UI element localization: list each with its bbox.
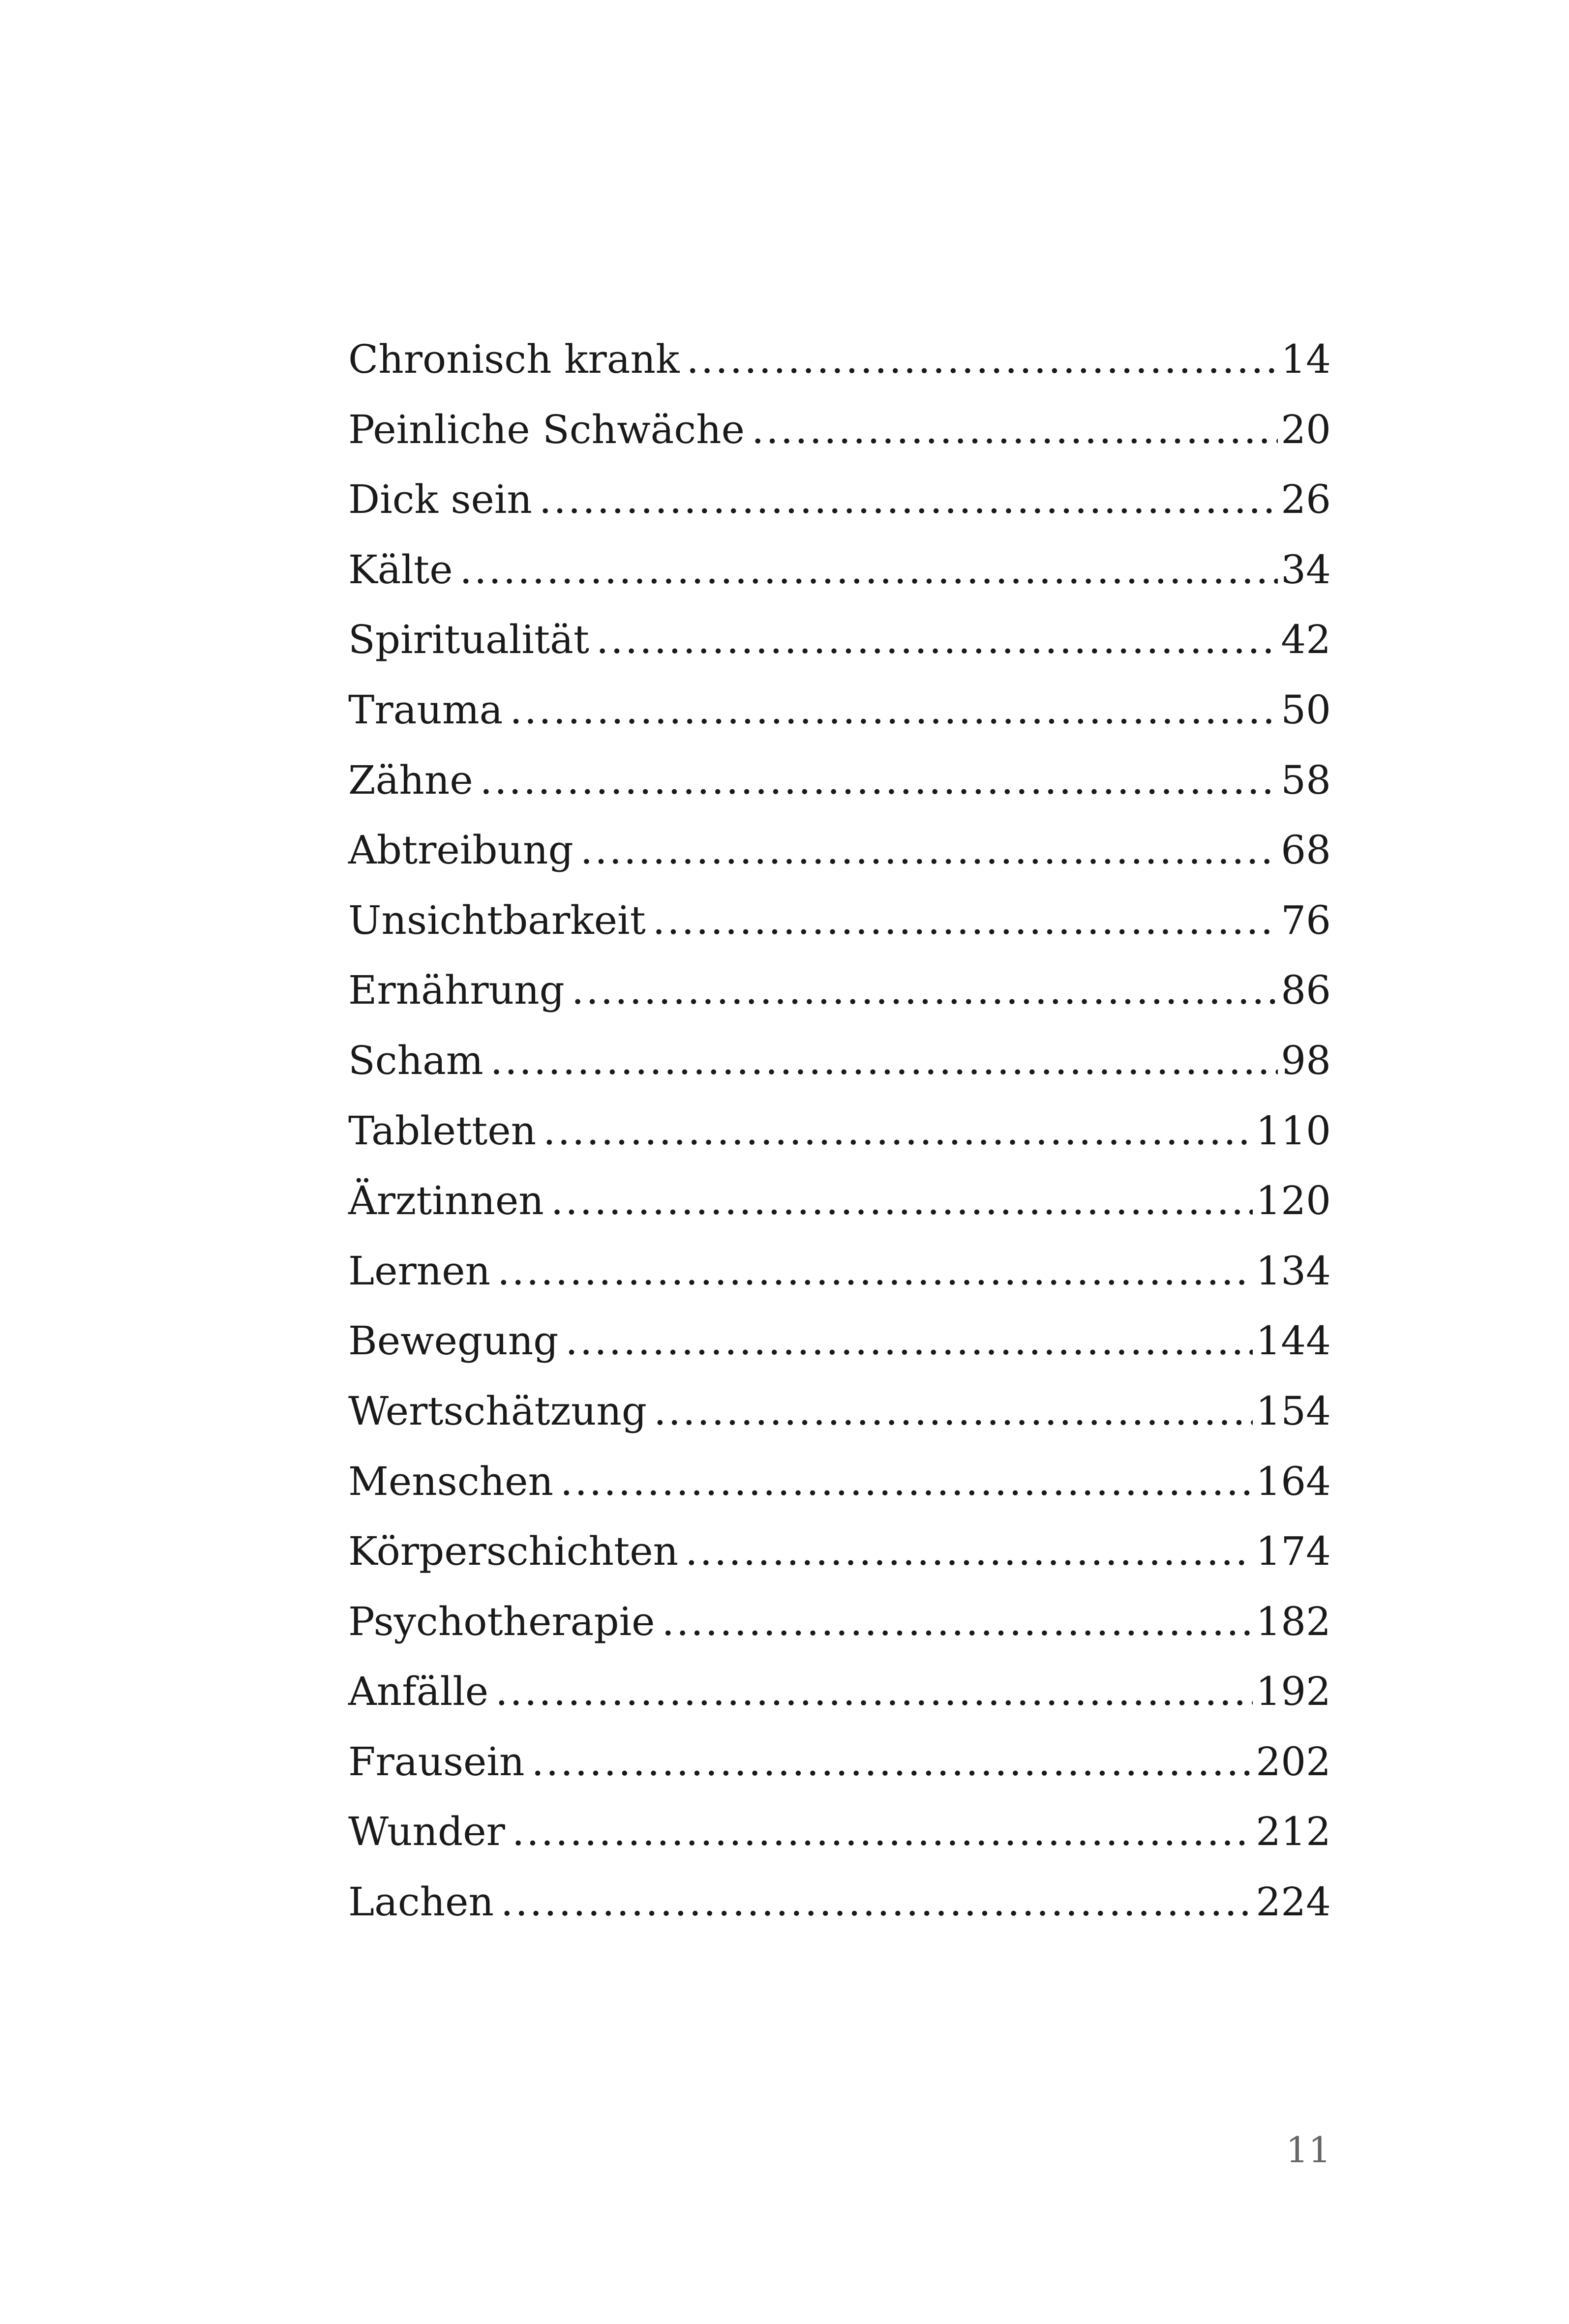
toc-entry (348, 1657, 1331, 1727)
dot-leader (480, 745, 1278, 816)
toc-entry-page: 68 (1281, 827, 1331, 873)
dot-leader (596, 605, 1278, 675)
table-of-contents (348, 325, 1331, 1937)
toc-entry (348, 1727, 1331, 1797)
toc-entry (348, 1166, 1331, 1236)
toc-entry (348, 886, 1331, 956)
toc-entry-page: 58 (1281, 757, 1331, 803)
dot-leader (531, 1727, 1253, 1797)
toc-entry-title: Frausein (348, 1738, 525, 1785)
toc-entry-page: 34 (1281, 546, 1331, 593)
toc-entry-title: Chronisch krank (348, 336, 680, 382)
toc-entry (348, 1026, 1331, 1096)
dot-leader (572, 955, 1278, 1026)
toc-entry (348, 745, 1331, 816)
toc-entry-title: Ernährung (348, 967, 565, 1013)
toc-entry-page: 42 (1281, 617, 1331, 663)
dot-leader (560, 1447, 1253, 1517)
dot-leader (685, 1517, 1253, 1587)
toc-entry-title: Abtreibung (348, 827, 573, 873)
dot-leader (495, 1657, 1253, 1727)
toc-entry (348, 1587, 1331, 1657)
toc-entry-page: 120 (1256, 1178, 1331, 1224)
toc-entry (348, 955, 1331, 1026)
dot-leader (501, 1867, 1253, 1937)
toc-entry-page: 110 (1256, 1107, 1331, 1154)
toc-entry-title: Spiritualität (348, 617, 589, 663)
toc-entry-page: 202 (1256, 1738, 1331, 1785)
dot-leader (580, 815, 1278, 886)
toc-entry-page: 164 (1256, 1458, 1331, 1504)
toc-entry-title: Psychotherapie (348, 1598, 655, 1644)
toc-entry-page: 14 (1281, 336, 1331, 382)
toc-entry-page: 174 (1256, 1528, 1331, 1575)
dot-leader (510, 675, 1278, 745)
toc-entry (348, 1517, 1331, 1587)
toc-entry (348, 605, 1331, 675)
toc-entry-page: 224 (1256, 1879, 1331, 1925)
dot-leader (497, 1236, 1253, 1307)
toc-entry-title: Peinliche Schwäche (348, 406, 745, 452)
toc-entry (348, 1867, 1331, 1937)
toc-entry-page: 212 (1256, 1809, 1331, 1855)
toc-entry (348, 535, 1331, 605)
toc-entry-title: Kälte (348, 546, 453, 593)
toc-entry-page: 182 (1256, 1598, 1331, 1644)
toc-entry (348, 1306, 1331, 1376)
toc-entry-title: Wertschätzung (348, 1388, 647, 1434)
toc-entry-title: Körperschichten (348, 1528, 679, 1575)
dot-leader (543, 1096, 1253, 1166)
toc-entry (348, 815, 1331, 886)
toc-entry-title: Unsichtbarkeit (348, 897, 646, 943)
toc-entry-title: Trauma (348, 686, 503, 733)
toc-entry (348, 465, 1331, 535)
toc-entry-page: 50 (1281, 686, 1331, 733)
dot-leader (654, 1376, 1253, 1447)
toc-entry-page: 76 (1281, 897, 1331, 943)
dot-leader (512, 1797, 1253, 1867)
page-number: 11 (1286, 2129, 1331, 2171)
dot-leader (752, 395, 1278, 465)
toc-entry-page: 192 (1256, 1669, 1331, 1715)
toc-entry-title: Anfälle (348, 1669, 489, 1715)
toc-entry (348, 1797, 1331, 1867)
dot-leader (551, 1166, 1253, 1236)
toc-entry-title: Bewegung (348, 1318, 559, 1364)
toc-entry-page: 134 (1256, 1248, 1331, 1294)
toc-entry (348, 395, 1331, 465)
dot-leader (460, 535, 1278, 605)
toc-entry-title: Menschen (348, 1458, 554, 1504)
toc-entry-title: Zähne (348, 757, 473, 803)
toc-entry-title: Scham (348, 1037, 483, 1083)
toc-entry-page: 86 (1281, 967, 1331, 1013)
toc-entry-title: Tabletten (348, 1107, 537, 1154)
dot-leader (653, 886, 1278, 956)
toc-entry (348, 1236, 1331, 1307)
toc-entry (348, 1376, 1331, 1447)
dot-leader (490, 1026, 1278, 1096)
toc-entry-title: Wunder (348, 1809, 505, 1855)
dot-leader (565, 1306, 1253, 1376)
dot-leader (539, 465, 1278, 535)
toc-entry (348, 1096, 1331, 1166)
toc-entry-page: 98 (1281, 1037, 1331, 1083)
toc-entry-title: Lachen (348, 1879, 494, 1925)
dot-leader (686, 325, 1278, 395)
toc-entry (348, 325, 1331, 395)
toc-entry-page: 154 (1256, 1388, 1331, 1434)
toc-entry-title: Lernen (348, 1248, 491, 1294)
toc-entry-title: Ärztinnen (348, 1178, 544, 1224)
toc-entry-title: Dick sein (348, 477, 532, 523)
toc-entry-page: 26 (1281, 477, 1331, 523)
toc-entry (348, 675, 1331, 745)
toc-entry-page: 144 (1256, 1318, 1331, 1364)
toc-entry (348, 1447, 1331, 1517)
dot-leader (662, 1587, 1253, 1657)
toc-entry-page: 20 (1281, 406, 1331, 452)
